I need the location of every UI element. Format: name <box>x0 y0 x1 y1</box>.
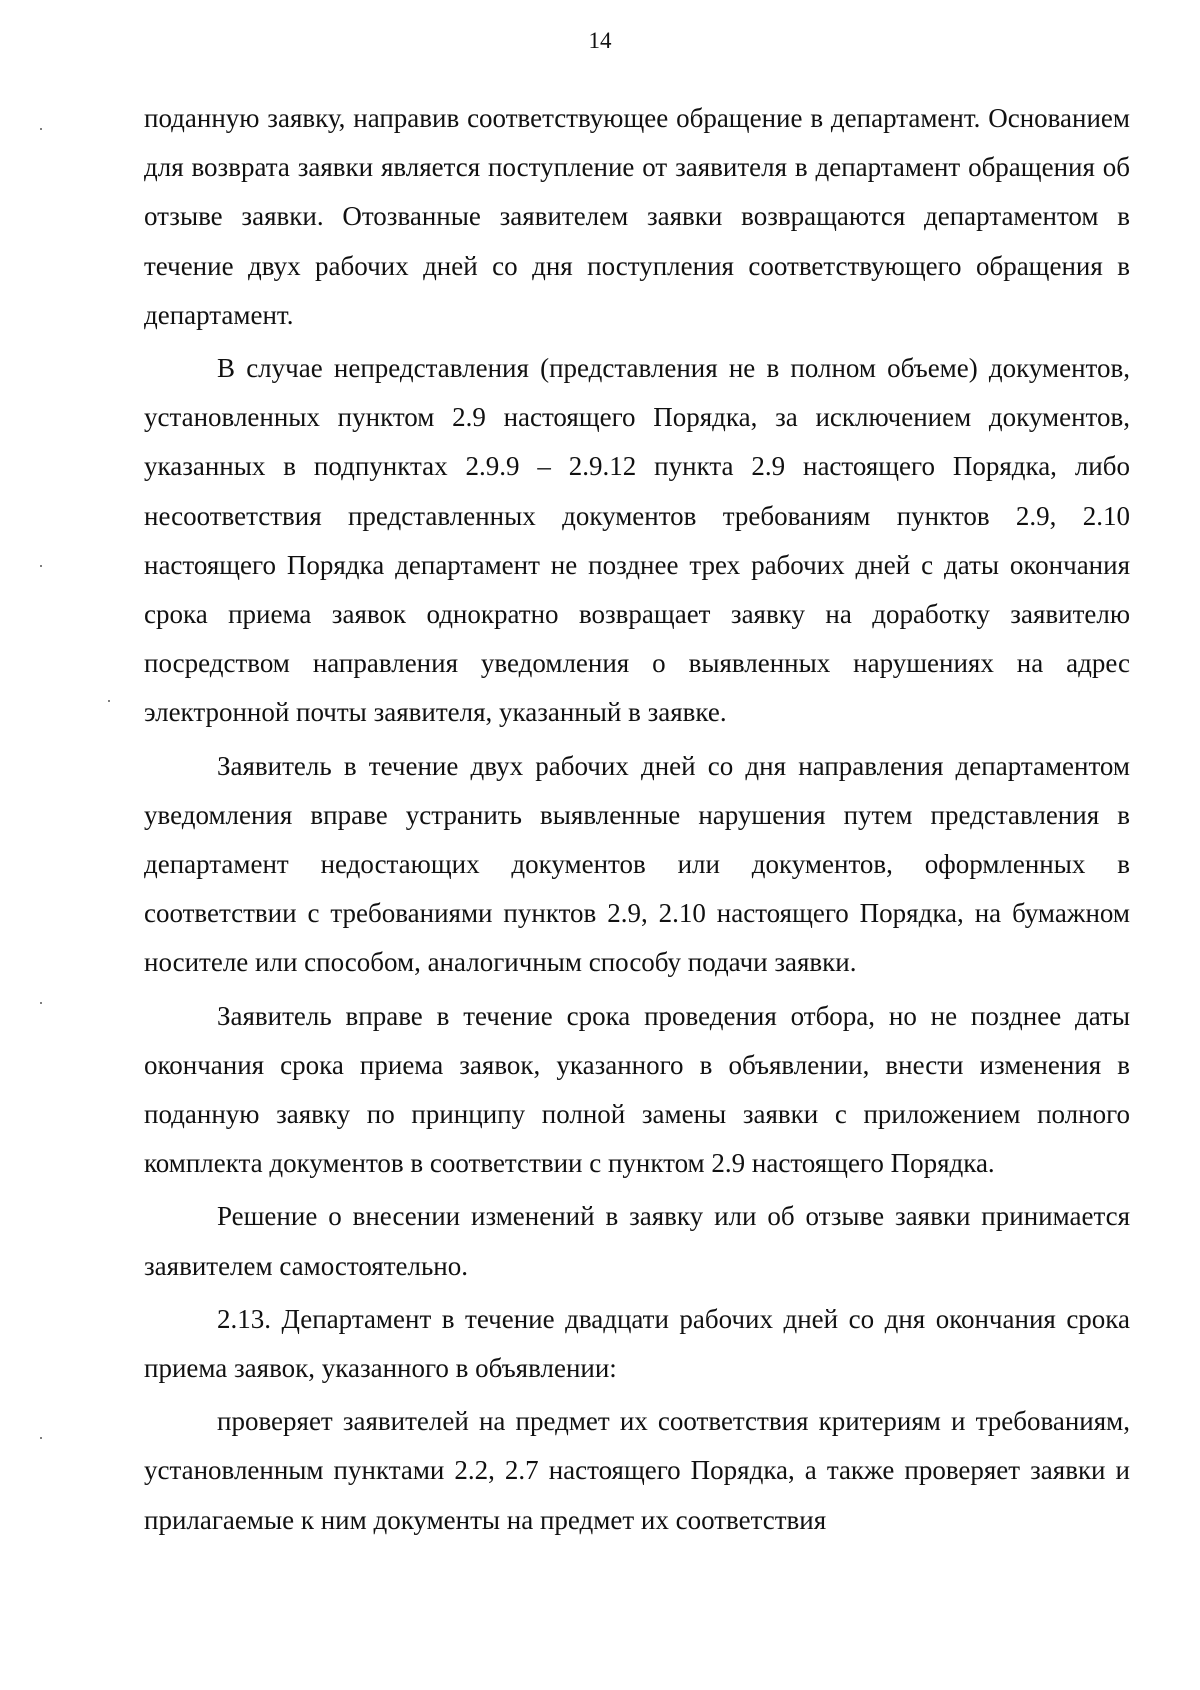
paragraph-verification: проверяет заявителей на предмет их соответствия критериям и требованиям, установленным пунктами 2.2, 2.7 настоящего Порядка, а также проверяет заявки и прилагаемые к ним документы на предмет их соответствия <box>144 1406 1130 1535</box>
paragraph-continuation: поданную заявку, направив соответствующее обращение в департамент. Основанием для возврата заявки является поступление от заявителя в департамент обращения об отзыве заявки. Отозванные заявителем заявки возвращаются департаментом в течение двух рабочих дней со дня поступления соответствующего обращения в департамент. <box>144 103 1130 330</box>
scan-speck <box>40 128 42 130</box>
scan-speck <box>40 1437 42 1439</box>
scan-speck <box>108 700 110 702</box>
scan-speck <box>40 1002 42 1004</box>
page-number: 14 <box>588 28 612 53</box>
paragraph-section-2-13: 2.13. Департамент в течение двадцати рабочих дней со дня окончания срока приема заявок, указанного в объявлении: <box>144 1303 1130 1384</box>
paragraph-decision: Решение о внесении изменений в заявку или об отзыве заявки принимается заявителем самостоятельно. <box>144 1201 1130 1281</box>
scan-speck <box>40 565 42 567</box>
document-body <box>144 94 1130 1549</box>
paragraph-applicant-correction: Заявитель в течение двух рабочих дней со дня направления департаментом уведомления вправе устранить выявленные нарушения путем представления в департамент недостающих документов или документов, оформленных в соответствии с требованиями пунктов 2.9, 2.10 настоящего Порядка, на бумажном носителе или способом, аналогичным способу подачи заявки. <box>144 750 1130 978</box>
paragraph-incomplete-documents: В случае непредставления (представления не в полном объеме) документов, установленных пунктом 2.9 настоящего Порядка, за исключением документов, указанных в подпунктах 2.9.9 – 2.9.12 пункта 2.9 настоящего Порядка, либо несоответствия представленных документов требованиям пунктов 2.9, 2.10 настоящего Порядка департамент не позднее трех рабочих дней с даты окончания срока приема заявок однократно возвращает заявку на доработку заявителю посредством направления уведомления о выявленных нарушениях на адрес электронной почты заявителя, указанный в заявке. <box>144 353 1130 728</box>
paragraph-application-changes: Заявитель вправе в течение срока проведения отбора, но не позднее даты окончания срока приема заявок, указанного в объявлении, внести изменения в поданную заявку по принципу полной замены заявки с приложением полного комплекта документов в соответствии с пунктом 2.9 настоящего Порядка. <box>144 1000 1130 1179</box>
